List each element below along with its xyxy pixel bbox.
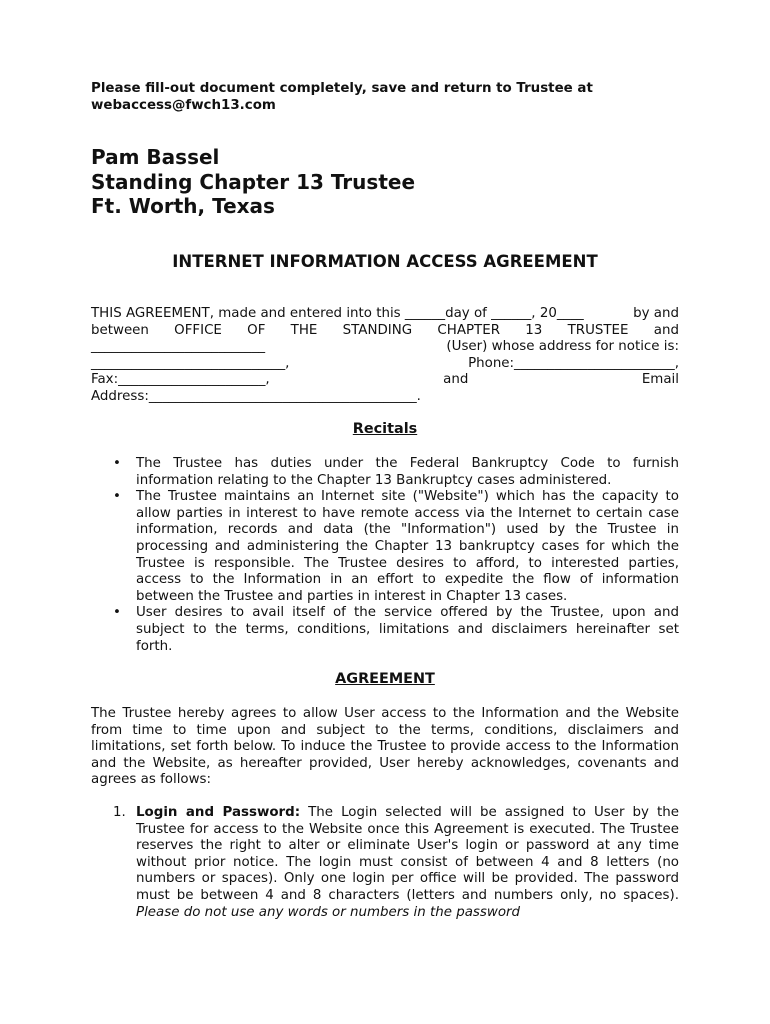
term-italic-text: Please do not use any words or numbers in the password <box>136 904 521 920</box>
list-item: • The Trustee has duties under the Federal Bankruptcy Code to furnish information relating to the Chapter 13 Bankruptcy cases administered. <box>113 456 679 488</box>
list-item: • The Trustee maintains an Internet site ("Website") which has the capacity to allow parties in interest to have remote access via the Internet to certain case information, records and data (the "Information") used by the Trustee in processing and administering the Chapter 13 bankruptcy cases for which the Trustee is responsible. The Trustee desires to afford, to interested parties, access to the Information in an effort to expedite the flow of information between the Trustee and parties in interest in Chapter 13 cases. <box>113 489 679 604</box>
trustee-location: Ft. Worth, Texas <box>91 194 275 218</box>
agreement-heading: AGREEMENT <box>335 671 435 687</box>
intro-line-6: Address:________________________________________. <box>91 388 421 404</box>
return-notice: Please fill-out document completely, save and return to Trustee at webaccess@fwch13.com <box>91 81 593 113</box>
trustee-name: Pam Bassel <box>91 145 220 169</box>
intro-line-5: Fax:______________________, and Email <box>91 372 679 388</box>
list-item: • User desires to avail itself of the service offered by the Trustee, upon and subject to the terms, conditions, limitations and disclaimers hereinafter set forth. <box>113 605 679 654</box>
term-title: Login and Password: <box>136 805 301 820</box>
recitals-heading: Recitals <box>352 421 418 437</box>
bullet-icon: • <box>113 489 121 505</box>
bullet-icon: • <box>113 456 121 471</box>
list-item <box>91 805 679 921</box>
document-title: INTERNET INFORMATION ACCESS AGREEMENT <box>172 252 598 271</box>
term-text: The Login selected will be assigned to User by the Trustee for access to the Website once this Agreement is executed. The Trustee reserves the right to alter or eliminate User's login or password at any time without prior notice. The login must consist of between 4 and 8 letters (no numbers or spaces). Only one login per office will be provided. The password must be between 4 and 8 characters (letters and numbers only, no spaces). <box>136 805 679 903</box>
trustee-title: Standing Chapter 13 Trustee <box>91 169 416 194</box>
intro-line-2: between OFFICE OF THE STANDING CHAPTER 13 TRUSTEE and <box>91 322 679 338</box>
recitals-list <box>91 456 679 655</box>
bullet-icon: • <box>113 605 121 621</box>
intro-paragraph <box>91 306 679 406</box>
intro-line-4: _____________________________, Phone:________________________, <box>91 355 679 371</box>
trustee-header <box>91 145 415 219</box>
terms-list <box>91 805 679 921</box>
agreement-paragraph: The Trustee hereby agrees to allow User access to the Information and the Website from time to time upon and subject to the terms, conditions, disclaimers and limitations, set forth below. To induce the Trustee to provide access to the Information and the Website, as hereafter provided, User hereby acknowledges, covenants and agrees as follows: <box>91 706 679 788</box>
intro-line-3: __________________________ (User) whose address for notice is: <box>91 339 679 355</box>
intro-line-1: THIS AGREEMENT, made and entered into this ______day of ______, 20____ by and <box>91 306 679 321</box>
term-number: 1. <box>113 805 126 820</box>
